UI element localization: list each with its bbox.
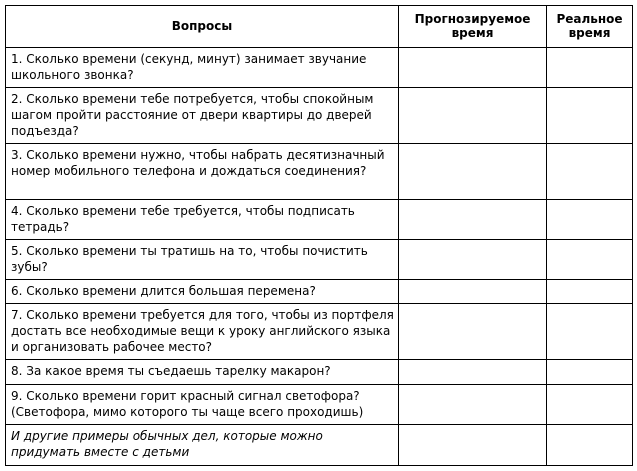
- actual-time-cell[interactable]: [547, 239, 633, 280]
- questions-table: [5, 5, 633, 466]
- header-predicted-time: Прогнозируемое время: [399, 6, 547, 48]
- question-text: 2. Сколько времени тебе потребуется, чтобы спокойным шагом пройти расстояние от двери квартиры до дверей подъезда?: [6, 88, 399, 144]
- predicted-time-cell[interactable]: [399, 280, 547, 304]
- predicted-time-cell[interactable]: [399, 199, 547, 239]
- predicted-time-cell[interactable]: [399, 304, 547, 360]
- actual-time-cell[interactable]: [547, 47, 633, 88]
- actual-time-cell[interactable]: [547, 199, 633, 239]
- actual-time-cell[interactable]: [547, 88, 633, 144]
- table-row: [6, 384, 633, 425]
- actual-time-cell[interactable]: [547, 384, 633, 425]
- predicted-time-cell[interactable]: [399, 144, 547, 200]
- question-text: И другие примеры обычных дел, которые можно придумать вместе с детьми: [6, 425, 399, 466]
- table-row: [6, 88, 633, 144]
- question-text: 9. Сколько времени горит красный сигнал светофора? (Светофора, мимо которого ты чаще всего проходишь): [6, 384, 399, 425]
- question-text: 6. Сколько времени длится большая перемена?: [6, 280, 399, 304]
- question-text: 8. За какое время ты съедаешь тарелку макарон?: [6, 360, 399, 384]
- predicted-time-cell[interactable]: [399, 239, 547, 280]
- actual-time-cell[interactable]: [547, 144, 633, 200]
- table-row: [6, 304, 633, 360]
- actual-time-cell[interactable]: [547, 425, 633, 466]
- predicted-time-cell[interactable]: [399, 47, 547, 88]
- question-text: 7. Сколько времени требуется для того, чтобы из портфеля достать все необходимые вещи к уроку английского языка и организовать рабочее место?: [6, 304, 399, 360]
- predicted-time-cell[interactable]: [399, 425, 547, 466]
- question-text: 1. Сколько времени (секунд, минут) занимает звучание школьного звонка?: [6, 47, 399, 88]
- predicted-time-cell[interactable]: [399, 384, 547, 425]
- header-row: [6, 6, 633, 48]
- header-actual-time: Реальное время: [547, 6, 633, 48]
- table-row: [6, 199, 633, 239]
- header-questions: Вопросы: [6, 6, 399, 48]
- predicted-time-cell[interactable]: [399, 360, 547, 384]
- question-text: 5. Сколько времени ты тратишь на то, чтобы почистить зубы?: [6, 239, 399, 280]
- table-row: [6, 425, 633, 466]
- actual-time-cell[interactable]: [547, 280, 633, 304]
- table-row: [6, 360, 633, 384]
- question-text: 3. Сколько времени нужно, чтобы набрать десятизначный номер мобильного телефона и дождаться соединения?: [6, 144, 399, 200]
- table-row: [6, 47, 633, 88]
- actual-time-cell[interactable]: [547, 304, 633, 360]
- predicted-time-cell[interactable]: [399, 88, 547, 144]
- table-row: [6, 239, 633, 280]
- table-row: [6, 280, 633, 304]
- table-row: [6, 144, 633, 200]
- actual-time-cell[interactable]: [547, 360, 633, 384]
- question-text: 4. Сколько времени тебе требуется, чтобы подписать тетрадь?: [6, 199, 399, 239]
